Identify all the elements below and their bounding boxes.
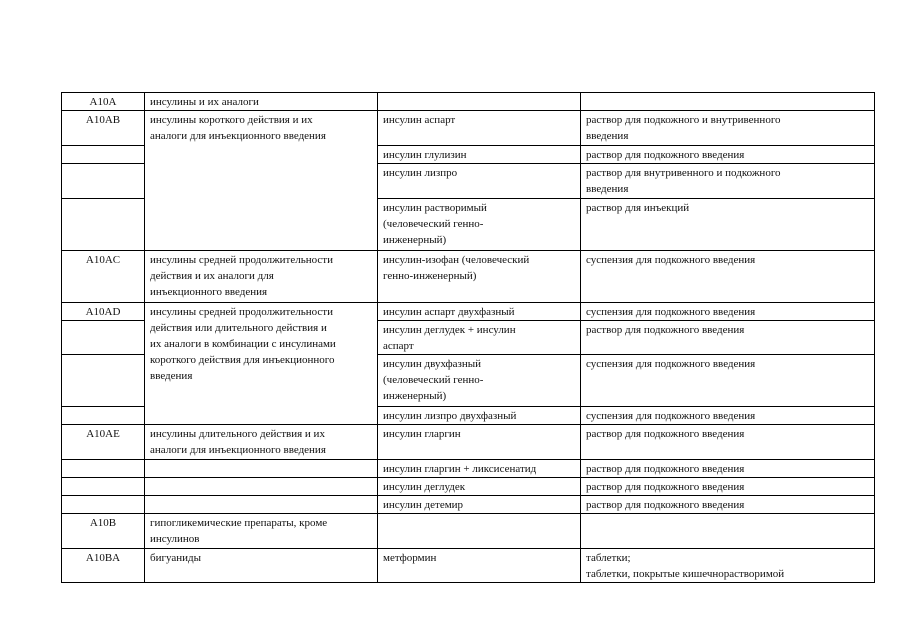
table-row [62, 111, 875, 146]
group-name-cell [145, 496, 378, 514]
table-row [62, 425, 875, 460]
dosage-form-cell [581, 514, 875, 549]
group-name-cell [145, 478, 378, 496]
atc-code-cell: A10AB [62, 111, 145, 146]
drug-name-cell: инсулин двухфазный (человеческий генно- инженерный) [378, 355, 581, 407]
dosage-form-cell: раствор для подкожного введения [581, 425, 875, 460]
atc-code-cell: A10AD [62, 303, 145, 321]
group-name-cell: инсулины длительного действия и их аналоги для инъекционного введения [145, 425, 378, 460]
dosage-form-cell [581, 93, 875, 111]
dosage-form-cell: суспензия для подкожного введения [581, 407, 875, 425]
dosage-form-cell: раствор для подкожного введения [581, 146, 875, 164]
drug-classification-table [61, 92, 875, 583]
drug-name-cell [378, 93, 581, 111]
atc-code-cell [62, 478, 145, 496]
group-name-cell: гипогликемические препараты, кроме инсулинов [145, 514, 378, 549]
atc-code-cell: A10B [62, 514, 145, 549]
table-row [62, 549, 875, 583]
atc-code-cell: A10BA [62, 549, 145, 583]
dosage-form-cell: раствор для подкожного и внутривенного введения [581, 111, 875, 146]
drug-name-cell: инсулин аспарт двухфазный [378, 303, 581, 321]
dosage-form-cell: раствор для подкожного введения [581, 321, 875, 355]
table-row [62, 478, 875, 496]
dosage-form-cell: раствор для подкожного введения [581, 496, 875, 514]
drug-name-cell: инсулин детемир [378, 496, 581, 514]
dosage-form-cell: таблетки; таблетки, покрытые кишечнорастворимой [581, 549, 875, 583]
table-row [62, 496, 875, 514]
table-row [62, 514, 875, 549]
group-name-cell: бигуаниды [145, 549, 378, 583]
drug-name-cell: инсулин деглудек [378, 478, 581, 496]
dosage-form-cell: раствор для внутривенного и подкожного введения [581, 164, 875, 199]
table-row [62, 93, 875, 111]
table-row [62, 460, 875, 478]
drug-name-cell: инсулин деглудек + инсулин аспарт [378, 321, 581, 355]
dosage-form-cell: раствор для подкожного введения [581, 478, 875, 496]
group-name-cell: инсулины средней продолжительности действия и их аналоги для инъекционного введения [145, 251, 378, 303]
dosage-form-cell: раствор для инъекций [581, 199, 875, 251]
drug-name-cell: инсулин лизпро [378, 164, 581, 199]
atc-code-cell: A10A [62, 93, 145, 111]
drug-name-cell: инсулин аспарт [378, 111, 581, 146]
atc-code-cell [62, 199, 145, 251]
dosage-form-cell: суспензия для подкожного введения [581, 303, 875, 321]
group-name-cell: инсулины и их аналоги [145, 93, 378, 111]
drug-name-cell: инсулин глулизин [378, 146, 581, 164]
drug-name-cell: инсулин растворимый (человеческий генно- инженерный) [378, 199, 581, 251]
atc-code-cell [62, 460, 145, 478]
atc-code-cell [62, 355, 145, 407]
drug-name-cell: инсулин гларгин + ликсисенатид [378, 460, 581, 478]
drug-name-cell: инсулин гларгин [378, 425, 581, 460]
group-name-cell [145, 460, 378, 478]
dosage-form-cell: суспензия для подкожного введения [581, 251, 875, 303]
atc-code-cell [62, 164, 145, 199]
drug-name-cell: инсулин-изофан (человеческий генно-инженерный) [378, 251, 581, 303]
table-row [62, 251, 875, 303]
drug-name-cell: инсулин лизпро двухфазный [378, 407, 581, 425]
atc-code-cell [62, 496, 145, 514]
dosage-form-cell: раствор для подкожного введения [581, 460, 875, 478]
atc-code-cell [62, 321, 145, 355]
drug-name-cell [378, 514, 581, 549]
drug-name-cell: метформин [378, 549, 581, 583]
table-row [62, 303, 875, 321]
atc-code-cell: A10AC [62, 251, 145, 303]
group-name-cell: инсулины средней продолжительности действия или длительного действия и их аналоги в комбинации с инсулинами короткого действия для инъекционного введения [145, 303, 378, 425]
dosage-form-cell: суспензия для подкожного введения [581, 355, 875, 407]
atc-code-cell [62, 146, 145, 164]
atc-code-cell [62, 407, 145, 425]
atc-code-cell: A10AE [62, 425, 145, 460]
group-name-cell: инсулины короткого действия и их аналоги для инъекционного введения [145, 111, 378, 251]
